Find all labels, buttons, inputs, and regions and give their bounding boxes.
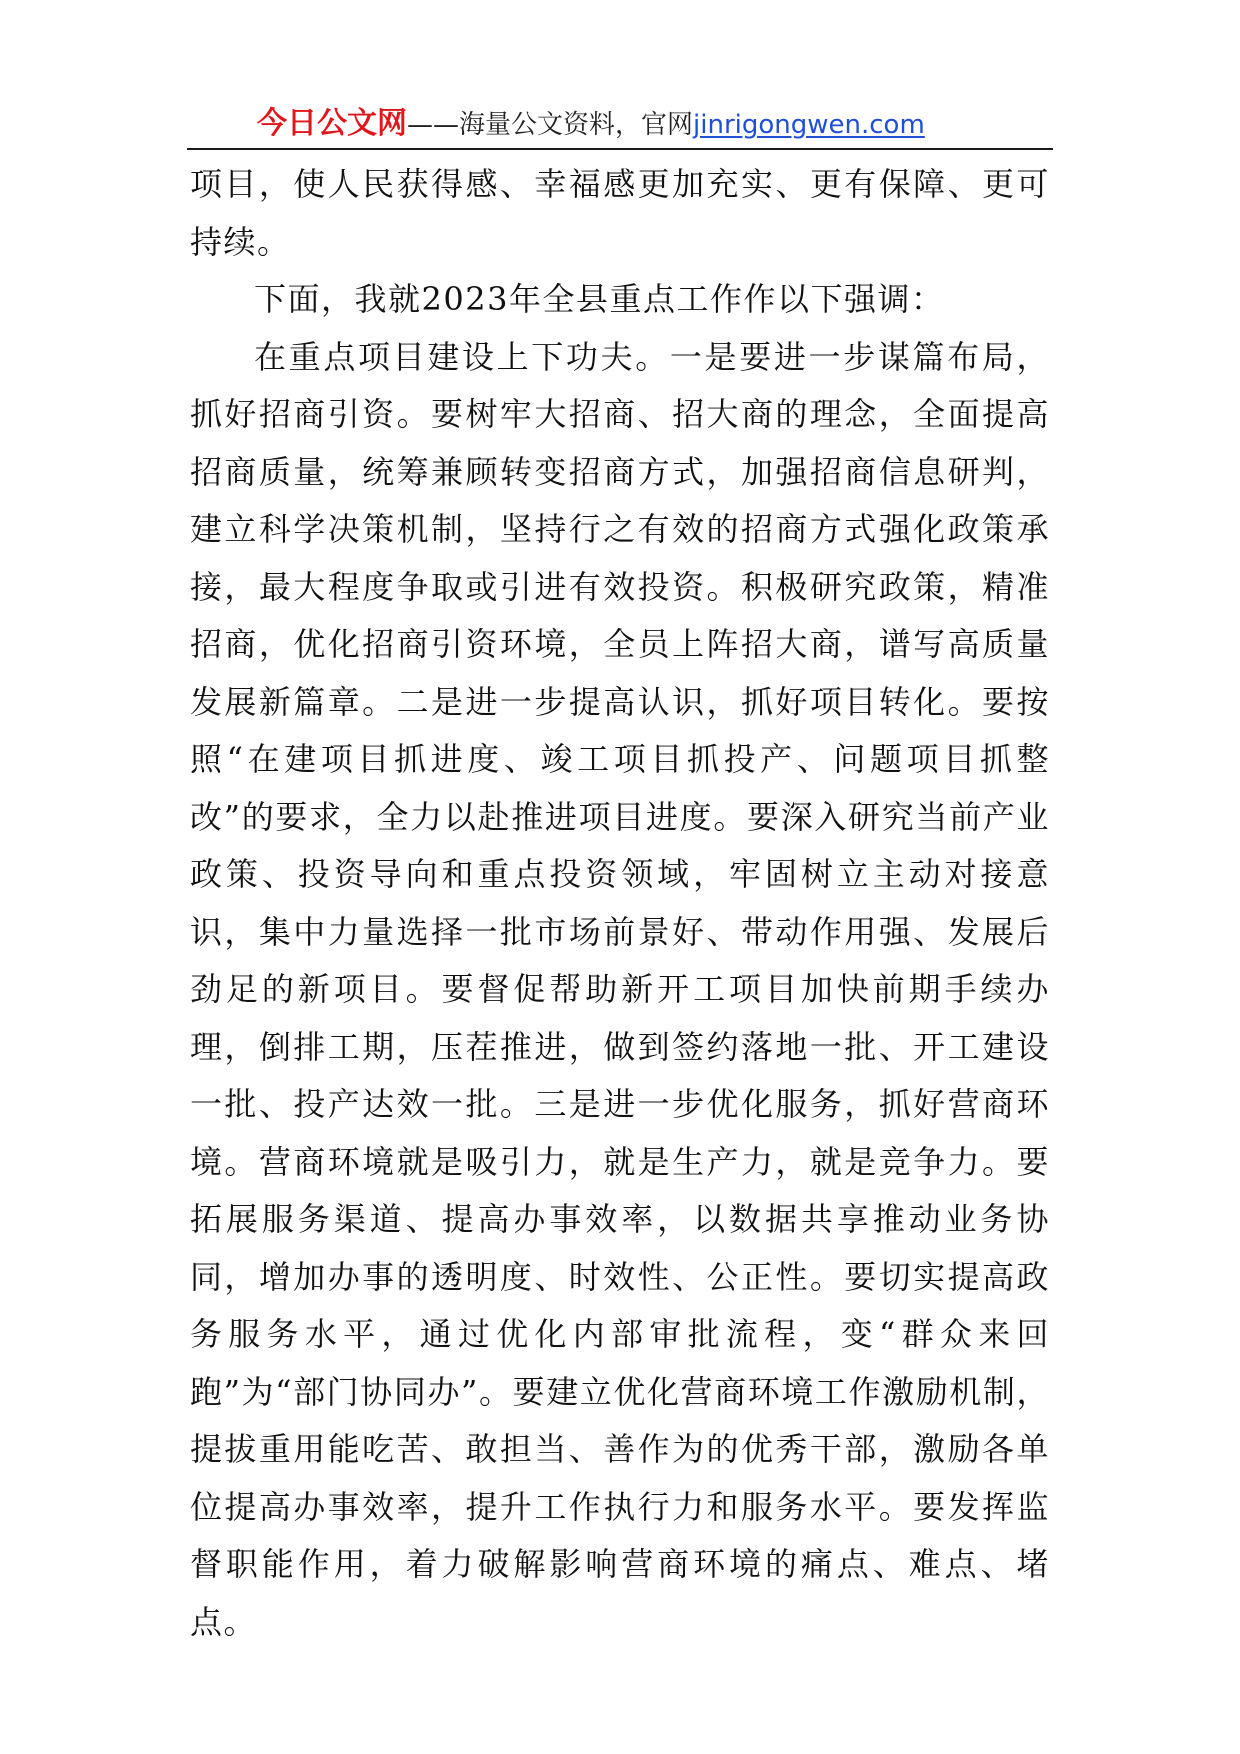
document-body [190,156,1050,1651]
page-header [187,104,1053,150]
paragraph-key-projects: 在重点项目建设上下功夫。一是要进一步谋篇布局，抓好招商引资。要树牢大招商、招大商的理念，全面提高招商质量，统筹兼顾转变招商方式，加强招商信息研判，建立科学决策机制，坚持行之有效的招商方式强化政策承接，最大程度争取或引进有效投资。积极研究政策，精准招商，优化招商引资环境，全员上阵招大商，谱写高质量发展新篇章。二是进一步提高认识，抓好项目转化。要按照“在建项目抓进度、竣工项目抓投产、问题项目抓整改”的要求，全力以赴推进项目进度。要深入研究当前产业政策、投资导向和重点投资领域，牢固树立主动对接意识，集中力量选择一批市场前景好、带动作用强、发展后劲足的新项目。要督促帮助新开工项目加快前期手续办理，倒排工期，压茬推进，做到签约落地一批、开工建设一批、投产达效一批。三是进一步优化服务，抓好营商环境。营商环境就是吸引力，就是生产力，就是竞争力。要拓展服务渠道、提高办事效率，以数据共享推动业务协同，增加办事的透明度、时效性、公正性。要切实提高政务服务水平，通过优化内部审批流程，变“群众来回跑”为“部门协同办”。要建立优化营商环境工作激励机制，提拔重用能吃苦、敢担当、善作为的优秀干部，激励各单位提高办事效率，提升工作执行力和服务水平。要发挥监督职能作用，着力破解影响营商环境的痛点、难点、堵点。 [190,337,1050,1641]
paragraph-continuation: 项目，使人民获得感、幸福感更加充实、更有保障、更可持续。 [190,165,1050,261]
site-url-link[interactable]: jinrigongwen.com [693,110,925,140]
header-banner [257,104,925,145]
site-brand: 今日公文网 [257,106,407,141]
site-tagline: ——海量公文资料，官网 [407,110,694,140]
paragraph-intro: 下面，我就2023年全县重点工作作以下强调： [254,280,945,318]
